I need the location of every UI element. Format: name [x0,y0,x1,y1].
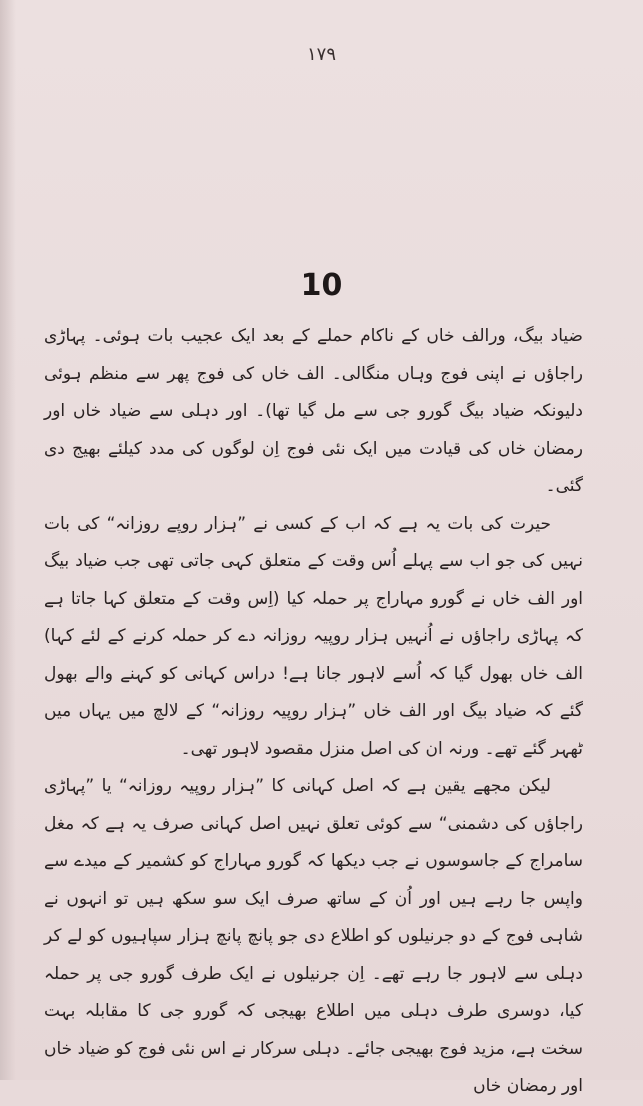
paragraph: حیرت کی بات یہ ہے کہ اب کے کسی نے ”ہزار روپے روزانہ“ کی بات نہیں کی جو اب سے پہلے اُس وقت کے متعلق کہی جاتی تھی جب ضیاد بیگ اور الف خاں نے گورو مہاراج پر حملہ کیا (اِس وقت کے متعلق کہا جاتا ہے کہ پہاڑی راجاؤں نے اُنہیں ہزار روپیہ روزانہ دے کر حملہ کرنے کے لئے کہا) الف خاں بھول گیا کہ اُسے لاہور جانا ہے! دراس کہانی کو کہنے والے بھول گئے کہ ضیاد بیگ اور الف خاں ”ہزار روپیہ روزانہ“ کے لالچ میں یہاں میں ٹھہر گئے تھے۔ ورنہ ان کی اصل منزل مقصود لاہور تھی۔ [44,513,583,759]
paragraph: ضیاد بیگ، ورالف خاں کے ناکام حملے کے بعد ایک عجیب بات ہوئی۔ پہاڑی راجاؤں نے اپنی فوج وہاں منگالی۔ الف خاں کی فوج پھر سے منظم ہوئی دلیونکہ ضیاد بیگ گورو جی سے مل گیا تھا)۔ اور دہلی سے ضیاد خاں اور رمضان خاں کی قیادت میں ایک نئی فوج اِن لوگوں کی مدد کیلئے بھیج دی گئی۔ [44,326,583,496]
paragraph: لیکن مجھے یقین ہے کہ اصل کہانی کا ”ہزار روپیہ روزانہ“ یا ”پہاڑی راجاؤں کی دشمنی“ سے کوئی تعلق نہیں اصل کہانی صرف یہ ہے کہ مغل سامراج کے جاسوسوں نے جب دیکھا کہ گورو مہاراج کو کشمیر کے میدے سے واپس جا رہے ہیں اور اُن کے ساتھ صرف ایک سو سکھ ہیں تو انہوں نے شاہی فوج کے دو جرنیلوں کو اطلاع دی جو پانچ پانچ ہزار سپاہیوں کو لے کر دہلی سے لاہور جا رہے تھے۔ اِن جرنیلوں نے ایک طرف گورو جی پر حملہ کیا، دوسری طرف دہلی میں اطلاع بھیجی کہ گورو جی کا مقابلہ بہت سخت ہے، مزید فوج بھیجی جائے۔ دہلی سرکار نے اس نئی فوج کو ضیاد خاں اور رمضان خاں [44,776,583,1096]
chapter-number: 10 [300,268,343,303]
body-text [44,318,583,1106]
page-number: ۱۷۹ [306,44,336,65]
